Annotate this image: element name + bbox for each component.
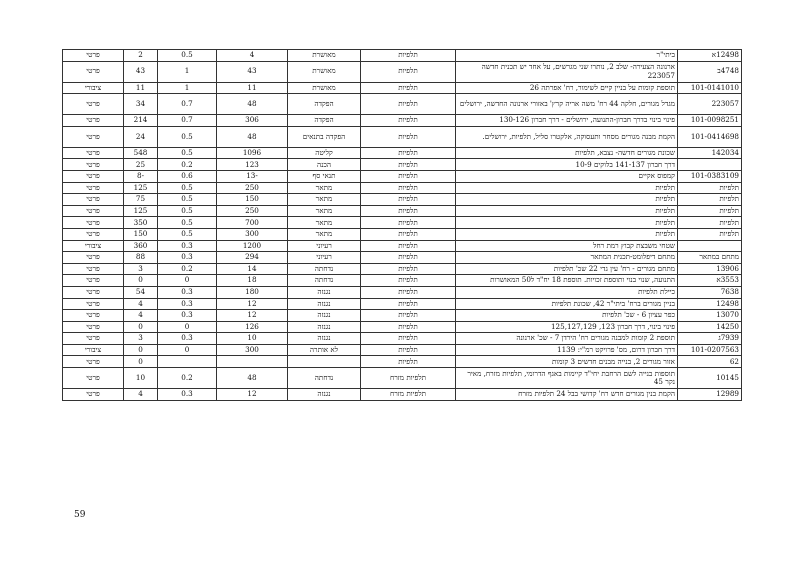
ratio-cell: 0.3	[158, 389, 217, 401]
plan-id-cell: תלפיות	[678, 182, 742, 194]
plan-id-cell: תלפיות	[678, 217, 742, 229]
plan-status-cell: מתאר	[288, 205, 361, 217]
ownership-cell: פרטי	[63, 333, 124, 345]
table-row	[63, 344, 742, 356]
ratio-cell: 0.5	[158, 126, 217, 147]
ownership-cell: פרטי	[63, 115, 124, 127]
plan-description-cell: תוספת קומות על בניין קיים לשימור, רח' אפרתה 26	[456, 82, 678, 94]
ratio-cell: 0.2	[158, 159, 217, 171]
ratio-cell: 0.5	[158, 147, 217, 159]
housing-units-cell: 48	[217, 94, 288, 115]
ownership-cell: פרטי	[63, 94, 124, 115]
housing-units-cell: 294	[217, 252, 288, 264]
plan-description-cell: תלפיות	[456, 182, 678, 194]
housing-units-cell: 250	[217, 182, 288, 194]
plan-id-cell: 101-0141010	[678, 82, 742, 94]
ownership-cell: פרטי	[63, 310, 124, 322]
plan-id-cell: תלפיות	[678, 205, 742, 217]
ratio-cell: 1	[158, 61, 217, 82]
housing-units-cell: 14	[217, 263, 288, 275]
table-row	[63, 82, 742, 94]
ownership-cell: פרטי	[63, 217, 124, 229]
housing-units-cell: 12	[217, 310, 288, 322]
ratio-cell: 0	[158, 275, 217, 287]
ownership-cell: פרטי	[63, 298, 124, 310]
realized-units-cell: 0	[124, 356, 158, 368]
plan-status-cell: נגנזה	[288, 321, 361, 333]
plan-status-cell: לא אותרה	[288, 344, 361, 356]
ownership-cell: פרטי	[63, 170, 124, 182]
plan-status-cell: הכנה	[288, 159, 361, 171]
neighborhood-cell: תלפיות	[361, 159, 456, 171]
table-row	[63, 321, 742, 333]
table-row	[63, 275, 742, 287]
ownership-cell: פרטי	[63, 275, 124, 287]
neighborhood-cell: תלפיות	[361, 217, 456, 229]
neighborhood-cell: תלפיות	[361, 50, 456, 62]
plan-description-cell: שטחי משבצת קבוץ רמת רחל	[456, 240, 678, 252]
plan-description-cell: קמפוס אקיים	[456, 170, 678, 182]
plan-status-cell: מאושרת	[288, 61, 361, 82]
plan-id-cell: 13070	[678, 310, 742, 322]
housing-units-cell: 1096	[217, 147, 288, 159]
table-row	[63, 389, 742, 401]
ownership-cell: ציבורי	[63, 344, 124, 356]
neighborhood-cell: תלפיות	[361, 194, 456, 206]
neighborhood-cell: תלפיות	[361, 115, 456, 127]
housing-units-cell: 306	[217, 115, 288, 127]
plan-id-cell: 12498	[678, 298, 742, 310]
housing-units-cell: 43	[217, 61, 288, 82]
neighborhood-cell: תלפיות	[361, 286, 456, 298]
plan-status-cell	[288, 356, 361, 368]
table-row	[63, 170, 742, 182]
plan-description-cell: מגדל מגורים, חלקה 44 רח' משה אריה קרץ' באזורי ארנונה החדשה, ירושלים	[456, 94, 678, 115]
plan-status-cell: רעיוני	[288, 252, 361, 264]
table-row	[63, 205, 742, 217]
table-row	[63, 94, 742, 115]
neighborhood-cell: תלפיות	[361, 82, 456, 94]
plan-status-cell: נדחתה	[288, 275, 361, 287]
ownership-cell: פרטי	[63, 321, 124, 333]
table-row	[63, 368, 742, 389]
neighborhood-cell: תלפיות	[361, 228, 456, 240]
plan-description-cell: הקמת מבנה מגורים מסחר ותעסוקה, אלקטרו סליל, תלפיות, ירושלים.	[456, 126, 678, 147]
plan-description-cell: דרך חברון 141-137 בלוקים 10-9	[456, 159, 678, 171]
plan-description-cell: שכונת מגורים חדשה- נצבא, תלפיות	[456, 147, 678, 159]
ratio-cell: 0.5	[158, 228, 217, 240]
neighborhood-cell: תלפיות	[361, 182, 456, 194]
housing-units-cell: 126	[217, 321, 288, 333]
neighborhood-cell: תלפיות מזרח	[361, 368, 456, 389]
ownership-cell: פרטי	[63, 356, 124, 368]
neighborhood-cell: תלפיות	[361, 321, 456, 333]
housing-units-cell: 1200	[217, 240, 288, 252]
table-row	[63, 286, 742, 298]
ownership-cell: פרטי	[63, 252, 124, 264]
housing-units-cell: 700	[217, 217, 288, 229]
realized-units-cell: 0	[124, 344, 158, 356]
plan-id-cell: 10145	[678, 368, 742, 389]
plan-description-cell: כפר עציון 6 - שכ' תלפיות	[456, 310, 678, 322]
plan-id-cell: 7939ג	[678, 333, 742, 345]
realized-units-cell: 150	[124, 228, 158, 240]
neighborhood-cell: תלפיות	[361, 205, 456, 217]
ratio-cell: 0.5	[158, 182, 217, 194]
plan-status-cell: תנאי סף	[288, 170, 361, 182]
neighborhood-cell: תלפיות	[361, 298, 456, 310]
realized-units-cell: 548	[124, 147, 158, 159]
neighborhood-cell: תלפיות	[361, 310, 456, 322]
ratio-cell: 0.3	[158, 286, 217, 298]
table-row	[63, 356, 742, 368]
realized-units-cell: 11	[124, 82, 158, 94]
housing-units-cell: 12	[217, 298, 288, 310]
plan-id-cell: 101-0414698	[678, 126, 742, 147]
plan-id-cell: 101-0383109	[678, 170, 742, 182]
housing-units-cell: 11	[217, 82, 288, 94]
table-row	[63, 333, 742, 345]
ownership-cell: ציבורי	[63, 82, 124, 94]
ownership-cell: ציבורי	[63, 240, 124, 252]
housing-units-cell: 18	[217, 275, 288, 287]
ownership-cell: פרטי	[63, 159, 124, 171]
plan-description-cell: בניין מגורים ברח' ביתי"ר 42, שכונת תלפיות	[456, 298, 678, 310]
ownership-cell: פרטי	[63, 194, 124, 206]
ratio-cell: 0.5	[158, 217, 217, 229]
table-row	[63, 217, 742, 229]
realized-units-cell: 360	[124, 240, 158, 252]
table-row	[63, 310, 742, 322]
plan-description-cell: תלפיות	[456, 217, 678, 229]
realized-units-cell: 54	[124, 286, 158, 298]
plan-status-cell: נגנזה	[288, 286, 361, 298]
plan-status-cell: רעיוני	[288, 240, 361, 252]
table-row	[63, 240, 742, 252]
plan-description-cell: הקמת בנין מגורים חדש רח' קדושי בבל 24 תלפיות מזרח	[456, 389, 678, 401]
housing-units-cell: 150	[217, 194, 288, 206]
table-row	[63, 298, 742, 310]
plan-id-cell: 101-0207563	[678, 344, 742, 356]
realized-units-cell: 125	[124, 182, 158, 194]
realized-units-cell: 25	[124, 159, 158, 171]
plan-description-cell: דרך חברון דרום, מס' פרויקט רמ"י: 1139	[456, 344, 678, 356]
plan-id-cell: 12498א	[678, 50, 742, 62]
ratio-cell: 0.7	[158, 115, 217, 127]
ratio-cell	[158, 356, 217, 368]
plan-status-cell: מאושרת	[288, 50, 361, 62]
realized-units-cell: 10	[124, 368, 158, 389]
ownership-cell: פרטי	[63, 50, 124, 62]
neighborhood-cell: תלפיות	[361, 344, 456, 356]
ownership-cell: פרטי	[63, 126, 124, 147]
ownership-cell: פרטי	[63, 205, 124, 217]
ownership-cell: פרטי	[63, 368, 124, 389]
ownership-cell: פרטי	[63, 228, 124, 240]
ownership-cell: פרטי	[63, 182, 124, 194]
table-row	[63, 115, 742, 127]
realized-units-cell: 24	[124, 126, 158, 147]
plan-status-cell: מאושרת	[288, 82, 361, 94]
ratio-cell: 0.6	[158, 170, 217, 182]
plans-table	[62, 49, 742, 401]
neighborhood-cell: תלפיות	[361, 94, 456, 115]
housing-units-cell: 250	[217, 205, 288, 217]
realized-units-cell: 3	[124, 333, 158, 345]
plan-status-cell: נדחתה	[288, 263, 361, 275]
neighborhood-cell: תלפיות	[361, 61, 456, 82]
housing-units-cell: 180	[217, 286, 288, 298]
realized-units-cell: 34	[124, 94, 158, 115]
realized-units-cell: 0	[124, 321, 158, 333]
housing-units-cell: 4	[217, 50, 288, 62]
ownership-cell: פרטי	[63, 147, 124, 159]
plan-id-cell: מתחם במתאר	[678, 252, 742, 264]
plan-id-cell: 4748ב	[678, 61, 742, 82]
realized-units-cell: -8	[124, 170, 158, 182]
plan-status-cell: מתאר	[288, 182, 361, 194]
plan-description-cell: תוספת 2 קומות למבנה מגורים רח' הירדן 7 - שכ' ארנונה	[456, 333, 678, 345]
plan-description-cell: תוספות בנייה לשם הרחבת יחי"ד קיימות באגף הדרומי, תלפיות מזרח, מאיר נקר 45	[456, 368, 678, 389]
neighborhood-cell: תלפיות	[361, 263, 456, 275]
table-body	[63, 50, 742, 401]
plan-description-cell: פינוי בינוי בדרך חברון-התנועה, ירושלים - דרך חברון 130-126	[456, 115, 678, 127]
neighborhood-cell: תלפיות	[361, 126, 456, 147]
plan-status-cell: הפקדה	[288, 94, 361, 115]
plan-id-cell: 142034	[678, 147, 742, 159]
housing-units-cell: 48	[217, 126, 288, 147]
realized-units-cell: 43	[124, 61, 158, 82]
ratio-cell: 0	[158, 321, 217, 333]
ratio-cell: 0.5	[158, 194, 217, 206]
table-row	[63, 228, 742, 240]
neighborhood-cell: תלפיות	[361, 147, 456, 159]
plan-description-cell: התנועה, שנוי בנוי ותוספת זכויות. תוספת 18 יח"ד ל50 המאושרות	[456, 275, 678, 287]
table-row	[63, 182, 742, 194]
neighborhood-cell: תלפיות	[361, 170, 456, 182]
neighborhood-cell: תלפיות	[361, 356, 456, 368]
table-row	[63, 50, 742, 62]
plan-description-cell: פינוי בינוי, דרך חברון 123, 125,127,129	[456, 321, 678, 333]
ratio-cell: 0	[158, 344, 217, 356]
plan-status-cell: קליטה	[288, 147, 361, 159]
plan-description-cell: ארנונה הצעירה- שלב 2, נותרו שני מגרשים, על אחד יש תכנית חדשה 223057	[456, 61, 678, 82]
plan-id-cell: 62	[678, 356, 742, 368]
table-row	[63, 194, 742, 206]
housing-units-cell: 123	[217, 159, 288, 171]
ratio-cell: 0.7	[158, 94, 217, 115]
plan-description-cell: ביתי"ר	[456, 50, 678, 62]
plan-description-cell: תלפיות	[456, 194, 678, 206]
plan-description-cell: תלפיות	[456, 228, 678, 240]
realized-units-cell: 3	[124, 263, 158, 275]
table-row	[63, 159, 742, 171]
ownership-cell: פרטי	[63, 286, 124, 298]
plan-id-cell	[678, 159, 742, 171]
neighborhood-cell: תלפיות	[361, 333, 456, 345]
plan-status-cell: נדחתה	[288, 368, 361, 389]
realized-units-cell: 4	[124, 310, 158, 322]
ratio-cell: 0.3	[158, 333, 217, 345]
plan-status-cell: מתאר	[288, 194, 361, 206]
housing-units-cell: 300	[217, 228, 288, 240]
ratio-cell: 0.3	[158, 252, 217, 264]
plan-description-cell: אזור מגורים 2, בנייה מבנים חדשים 3 קומות	[456, 356, 678, 368]
plan-id-cell: 12989	[678, 389, 742, 401]
housing-units-cell: 300	[217, 344, 288, 356]
ratio-cell: 0.2	[158, 263, 217, 275]
neighborhood-cell: תלפיות	[361, 275, 456, 287]
page-number: 59	[74, 510, 86, 520]
plan-id-cell: 101-0098251	[678, 115, 742, 127]
plan-status-cell: נגנזה	[288, 310, 361, 322]
table-row	[63, 263, 742, 275]
ratio-cell: 0.3	[158, 240, 217, 252]
plan-id-cell	[678, 240, 742, 252]
plan-id-cell: 3553א	[678, 275, 742, 287]
plan-status-cell: נגנזה	[288, 389, 361, 401]
realized-units-cell: 350	[124, 217, 158, 229]
ownership-cell: פרטי	[63, 389, 124, 401]
plan-status-cell: נגנזה	[288, 298, 361, 310]
realized-units-cell: 214	[124, 115, 158, 127]
plan-status-cell: נגנזה	[288, 333, 361, 345]
ratio-cell: 0.3	[158, 310, 217, 322]
plan-description-cell: תלפיות	[456, 205, 678, 217]
housing-units-cell: -13	[217, 170, 288, 182]
realized-units-cell: 0	[124, 275, 158, 287]
plan-status-cell: הפקדה	[288, 115, 361, 127]
neighborhood-cell: תלפיות	[361, 252, 456, 264]
ownership-cell: פרטי	[63, 263, 124, 275]
realized-units-cell: 2	[124, 50, 158, 62]
plan-id-cell: תלפיות	[678, 228, 742, 240]
plan-description-cell: מתחם מגורים - רח' עין גדי 22 שכ' תלפיות	[456, 263, 678, 275]
housing-units-cell	[217, 356, 288, 368]
plan-id-cell: תלפיות	[678, 194, 742, 206]
realized-units-cell: 75	[124, 194, 158, 206]
ratio-cell: 0.5	[158, 50, 217, 62]
housing-units-cell: 48	[217, 368, 288, 389]
plan-description-cell: מתחם דיפלומט-תכנית המתאר	[456, 252, 678, 264]
ratio-cell: 0.5	[158, 205, 217, 217]
table-row	[63, 252, 742, 264]
table-row	[63, 147, 742, 159]
plan-status-cell: הפקדה בתנאים	[288, 126, 361, 147]
realized-units-cell: 4	[124, 389, 158, 401]
neighborhood-cell: תלפיות מזרח	[361, 389, 456, 401]
ownership-cell: פרטי	[63, 61, 124, 82]
realized-units-cell: 88	[124, 252, 158, 264]
ratio-cell: 0.2	[158, 368, 217, 389]
plan-id-cell: 223057	[678, 94, 742, 115]
plan-id-cell: 13906	[678, 263, 742, 275]
ratio-cell: 0.3	[158, 298, 217, 310]
realized-units-cell: 125	[124, 205, 158, 217]
plan-id-cell: 14250	[678, 321, 742, 333]
neighborhood-cell: תלפיות	[361, 240, 456, 252]
table-row	[63, 126, 742, 147]
realized-units-cell: 4	[124, 298, 158, 310]
table-row	[63, 61, 742, 82]
plan-id-cell: 7638	[678, 286, 742, 298]
housing-units-cell: 12	[217, 389, 288, 401]
housing-units-cell: 10	[217, 333, 288, 345]
plan-status-cell: מתאר	[288, 217, 361, 229]
ratio-cell: 1	[158, 82, 217, 94]
plan-status-cell: מתאר	[288, 228, 361, 240]
plan-description-cell: כיילת תלפיות	[456, 286, 678, 298]
